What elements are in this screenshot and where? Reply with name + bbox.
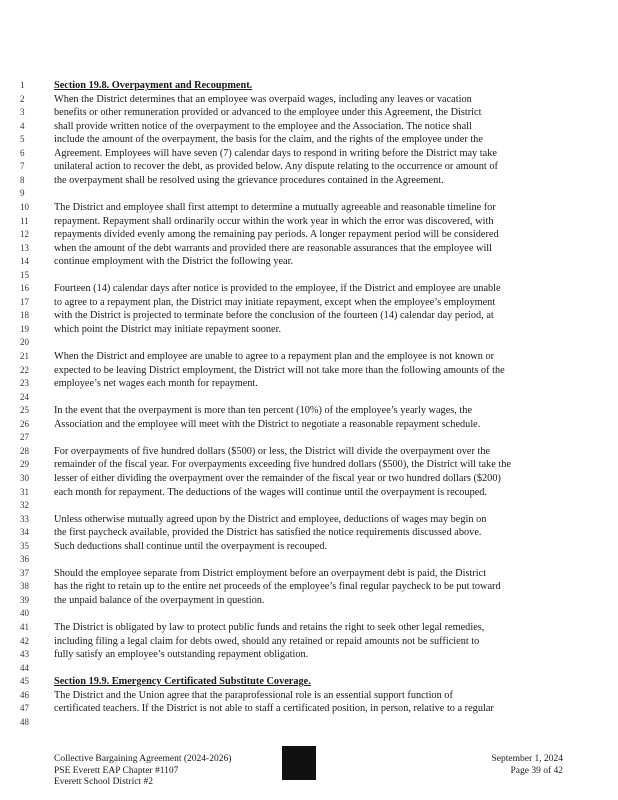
line-number: 34 xyxy=(20,527,29,538)
line-text: lesser of either dividing the overpayment over the remainder of the fiscal year or two hundred dollars ($200) xyxy=(54,472,501,484)
document-line xyxy=(0,350,618,363)
line-text: the first paycheck available, provided the District has satisfied the notice requirements discussed above. xyxy=(54,527,482,539)
line-text: repayments divided evenly among the remaining pay periods. A longer repayment period will be considered xyxy=(54,229,499,241)
document-line xyxy=(0,580,618,593)
line-text: the overpayment shall be resolved using the grievance procedures contained in the Agreement. xyxy=(54,174,444,186)
document-line xyxy=(0,93,618,106)
line-text: In the event that the overpayment is more than ten percent (10%) of the employee’s yearly wages, the xyxy=(54,405,473,417)
document-line xyxy=(0,689,618,702)
line-text: to agree to a repayment plan, the District may initiate repayment, except when the employee’s employment xyxy=(54,296,496,308)
document-line xyxy=(0,106,618,119)
document-line xyxy=(0,147,618,160)
document-line xyxy=(0,215,618,228)
document-line xyxy=(0,174,618,187)
line-number: 6 xyxy=(20,147,25,158)
line-number: 11 xyxy=(20,215,29,226)
document-line xyxy=(0,404,618,417)
document-line xyxy=(0,621,618,634)
line-number: 7 xyxy=(20,161,25,172)
line-number: 2 xyxy=(20,93,25,104)
footer-page-number: Page 39 of 42 xyxy=(510,765,563,776)
document-line xyxy=(0,472,618,485)
section-heading: Section 19.9. Emergency Certificated Substitute Coverage. xyxy=(54,676,311,688)
line-number: 26 xyxy=(20,418,29,429)
line-number: 28 xyxy=(20,445,29,456)
line-text: continue employment with the District the following year. xyxy=(54,256,294,268)
document-line xyxy=(0,526,618,539)
line-number: 31 xyxy=(20,486,29,497)
line-text: with the District is projected to terminate before the conclusion of the fourteen (14) calendar day period, at xyxy=(54,310,494,322)
line-number: 18 xyxy=(20,310,29,321)
document-line xyxy=(0,594,618,607)
document-line xyxy=(0,377,618,390)
line-text: Association and the employee will meet with the District to negotiate a reasonable repayment schedule. xyxy=(54,418,481,430)
line-number: 32 xyxy=(20,500,29,511)
line-number: 12 xyxy=(20,229,29,240)
line-text: the unpaid balance of the overpayment in question. xyxy=(54,594,265,606)
line-number: 45 xyxy=(20,676,29,687)
footer-chapter: PSE Everett EAP Chapter #1107 xyxy=(54,765,179,776)
document-line xyxy=(0,513,618,526)
line-number: 22 xyxy=(20,364,29,375)
line-text: benefits or other remuneration provided or advanced to the employee under this Agreement, the District xyxy=(54,107,482,119)
document-line xyxy=(0,120,618,133)
document-line xyxy=(0,187,618,200)
line-text: The District and employee shall first attempt to determine a mutually agreeable and reasonable timeline for xyxy=(54,201,496,213)
line-number: 29 xyxy=(20,459,29,470)
line-number: 47 xyxy=(20,703,29,714)
document-line xyxy=(0,418,618,431)
document-line xyxy=(0,553,618,566)
document-line xyxy=(0,486,618,499)
document-line xyxy=(0,364,618,377)
line-number: 21 xyxy=(20,351,29,361)
document-line xyxy=(0,296,618,309)
line-number: 25 xyxy=(20,405,29,416)
document-line xyxy=(0,79,618,92)
line-text: The District is obligated by law to protect public funds and retains the right to seek other legal remedies, xyxy=(54,622,485,633)
line-number: 41 xyxy=(20,622,29,632)
line-number: 14 xyxy=(20,256,29,267)
line-number: 30 xyxy=(20,472,29,483)
document-line xyxy=(0,336,618,349)
line-number: 17 xyxy=(20,296,29,307)
line-number: 43 xyxy=(20,649,29,660)
document-line xyxy=(0,431,618,444)
line-text: For overpayments of five hundred dollars ($500) or less, the District will divide the overpayment over the xyxy=(54,445,491,457)
line-text: Should the employee separate from District employment before an overpayment debt is paid, the District xyxy=(54,567,487,579)
document-line xyxy=(0,675,618,688)
line-text: certificated teachers. If the District is not able to staff a certificated position, in person, relative to a regular xyxy=(54,703,494,715)
line-text: expected to be leaving District employment, the District will not take more than the following amounts of the xyxy=(54,364,505,376)
line-text: which point the District may initiate repayment sooner. xyxy=(54,323,282,335)
document-line xyxy=(0,282,618,295)
line-number: 10 xyxy=(20,201,29,212)
line-number: 46 xyxy=(20,689,29,700)
line-text: has the right to retain up to the entire net proceeds of the employee’s final regular paycheck to be put toward xyxy=(54,581,501,593)
line-number: 20 xyxy=(20,337,29,348)
line-number: 39 xyxy=(20,594,29,605)
line-number: 27 xyxy=(20,432,29,443)
line-number: 1 xyxy=(20,80,25,90)
line-number: 33 xyxy=(20,513,29,524)
document-line xyxy=(0,242,618,255)
line-text: unilateral action to recover the debt, as provided below. Any dispute relating to the occurrence or amount of xyxy=(54,161,498,173)
line-number: 3 xyxy=(20,107,25,118)
line-number: 24 xyxy=(20,391,29,402)
line-text: Agreement. Employees will have seven (7) calendar days to respond in writing before the District may take xyxy=(54,147,497,159)
line-number: 38 xyxy=(20,581,29,592)
footer-district: Everett School District #2 xyxy=(54,777,153,787)
document-line xyxy=(0,716,618,729)
document-line xyxy=(0,255,618,268)
line-text: fully satisfy an employee’s outstanding repayment obligation. xyxy=(54,649,309,661)
document-line xyxy=(0,201,618,214)
document-line xyxy=(0,309,618,322)
line-number: 16 xyxy=(20,283,29,294)
line-text: Unless otherwise mutually agreed upon by the District and employee, deductions of wages may begin on xyxy=(54,513,487,525)
document-line xyxy=(0,228,618,241)
line-text: When the District and employee are unable to agree to a repayment plan and the employee is not known or xyxy=(54,351,495,362)
document-line xyxy=(0,540,618,553)
section-heading: Section 19.8. Overpayment and Recoupment. xyxy=(54,80,253,91)
document-line xyxy=(0,269,618,282)
line-number: 42 xyxy=(20,635,29,646)
footer-right xyxy=(491,754,563,777)
line-text: include the amount of the overpayment, the basis for the claim, and the rights of the employee under the xyxy=(54,134,483,146)
footer-logo-block xyxy=(282,746,316,780)
document-line xyxy=(0,635,618,648)
line-number: 40 xyxy=(20,608,29,619)
line-number: 48 xyxy=(20,716,29,727)
document-line xyxy=(0,458,618,471)
line-number: 5 xyxy=(20,134,25,145)
line-number: 15 xyxy=(20,269,29,280)
line-text: repayment. Repayment shall ordinarily occur within the work year in which the error was discovered, with xyxy=(54,215,494,227)
document-line xyxy=(0,160,618,173)
footer-date: September 1, 2024 xyxy=(491,754,563,764)
line-text: when the amount of the debt warrants and provided there are reasonable assurances that the employee will xyxy=(54,242,493,254)
line-number: 19 xyxy=(20,323,29,334)
line-text: each month for repayment. The deductions of the wages will continue until the overpayment is recouped. xyxy=(54,486,488,498)
line-number: 4 xyxy=(20,120,25,131)
document-line xyxy=(0,445,618,458)
document-line xyxy=(0,391,618,404)
line-text: When the District determines that an employee was overpaid wages, including any leaves or vacation xyxy=(54,93,472,105)
line-number: 35 xyxy=(20,540,29,551)
document-line xyxy=(0,607,618,620)
footer-left xyxy=(54,754,231,789)
document-line xyxy=(0,702,618,715)
document-line xyxy=(0,499,618,512)
line-number: 23 xyxy=(20,378,29,389)
line-number: 8 xyxy=(20,174,25,185)
line-number: 9 xyxy=(20,188,25,199)
footer-agreement-title: Collective Bargaining Agreement (2024-2026) xyxy=(54,754,232,764)
document-line xyxy=(0,567,618,580)
line-text: The District and the Union agree that the paraprofessional role is an essential support function of xyxy=(54,689,453,701)
line-text: Fourteen (14) calendar days after notice is provided to the employee, if the District and employee are unable xyxy=(54,283,501,295)
document-line xyxy=(0,133,618,146)
line-text: Such deductions shall continue until the overpayment is recouped. xyxy=(54,540,328,552)
line-number: 13 xyxy=(20,242,29,253)
document-line xyxy=(0,323,618,336)
line-number: 37 xyxy=(20,567,29,578)
line-text: including filing a legal claim for debts owed, should any retained or repaid amounts not be sufficient to xyxy=(54,635,480,647)
line-number: 36 xyxy=(20,554,29,565)
line-text: shall provide written notice of the overpayment to the employee and the Association. The notice shall xyxy=(54,120,472,132)
document-line xyxy=(0,662,618,675)
line-text: remainder of the fiscal year. For overpayments exceeding five hundred dollars ($500), the District will take the xyxy=(54,459,511,471)
line-text: employee’s net wages each month for repayment. xyxy=(54,378,258,390)
document-line xyxy=(0,648,618,661)
line-number: 44 xyxy=(20,662,29,673)
